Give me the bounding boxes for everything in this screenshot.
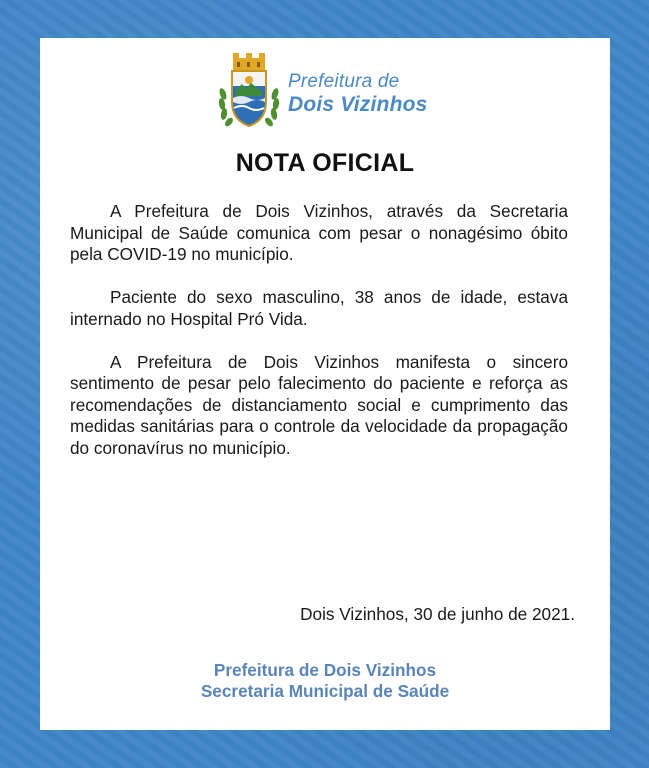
paragraph-announcement: A Prefeitura de Dois Vizinhos, através da Secretaria Municipal de Saúde comunica com pesar o nonagésimo óbito pela COVID-19 no município. — [70, 201, 568, 264]
brand-wordmark — [288, 72, 428, 115]
paragraph-patient: Paciente do sexo masculino, 38 anos de idade, estava internado no Hospital Pró Vida. — [70, 287, 568, 329]
brand-line-2: Dois Vizinhos — [288, 93, 428, 116]
note-card — [40, 38, 610, 730]
paragraph-condolences: A Prefeitura de Dois Vizinhos manifesta o sincero sentimento de pesar pelo falecimento do paciente e reforça as recomendações de distanciamento social e cumprimento das medidas sanitárias para o controle da velocidade da propagação do coronavírus no município. — [70, 351, 568, 458]
page-title: NOTA OFICIAL — [235, 149, 415, 177]
note-body — [70, 201, 568, 481]
date-line: Dois Vizinhos, 30 de junho de 2021. — [300, 604, 575, 624]
coat-of-arms-icon — [216, 50, 282, 130]
signature-line-1: Prefeitura de Dois Vizinhos — [213, 660, 437, 680]
municipality-logo — [216, 50, 456, 132]
signature-block — [40, 660, 610, 702]
signature-line-2: Secretaria Municipal de Saúde — [200, 681, 450, 701]
brand-line-1: Prefeitura de — [288, 71, 400, 92]
